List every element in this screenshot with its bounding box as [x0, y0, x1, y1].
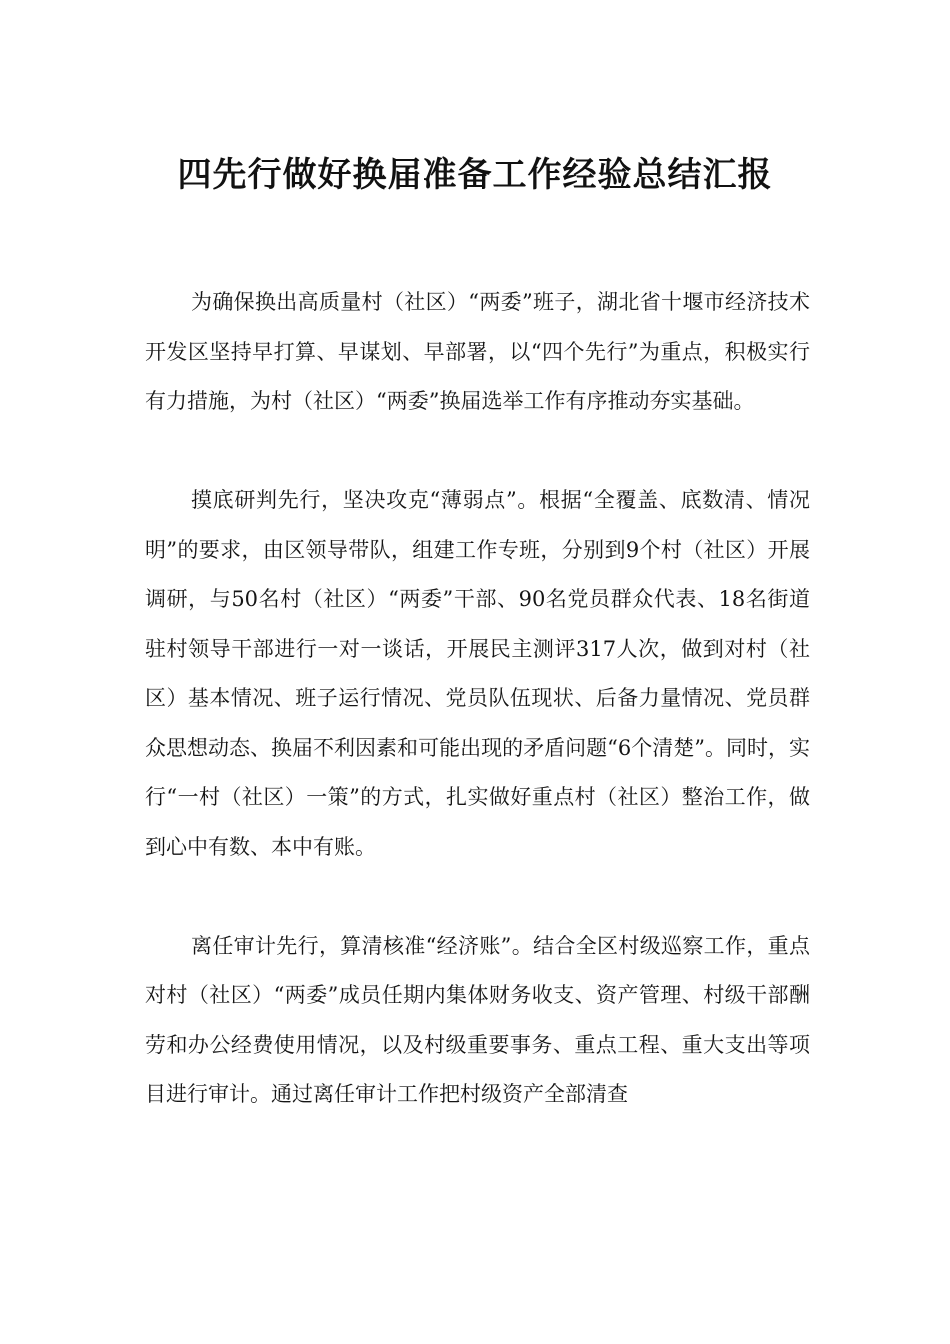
document-title: 四先行做好换届准备工作经验总结汇报 — [177, 154, 773, 195]
paragraph-audit-first: 离任审计先行，算清核准“经济账”。结合全区村级巡察工作，重点对村（社区）“两委”成员任期内集体财务收支、资产管理、村级干部酬劳和办公经费使用情况，以及村级重要事务、重点工程、重大支出等项目进行审计。通过离任审计工作把村级资产全部清查 — [145, 933, 810, 1106]
paragraph-survey-first: 摸底研判先行，坚决攻克“薄弱点”。根据“全覆盖、底数清、情况明”的要求，由区领导带队，组建工作专班，分别到9个村（社区）开展调研，与50名村（社区）“两委”干部、90名党员群众代表、18名街道驻村领导干部进行一对一谈话，开展民主测评317人次，做到对村（社区）基本情况、班子运行情况、党员队伍现状、后备力量情况、党员群众思想动态、换届不利因素和可能出现的矛盾问题“6个清楚”。同时，实行“一村（社区）一策”的方式，扎实做好重点村（社区）整治工作，做到心中有数、本中有账。 — [145, 488, 810, 859]
paragraph-intro: 为确保换出高质量村（社区）“两委”班子，湖北省十堰市经济技术开发区坚持早打算、早谋划、早部署，以“四个先行”为重点，积极实行有力措施，为村（社区）“两委”换届选举工作有序推动夯实基础。 — [145, 290, 810, 413]
document-body — [145, 278, 810, 1169]
